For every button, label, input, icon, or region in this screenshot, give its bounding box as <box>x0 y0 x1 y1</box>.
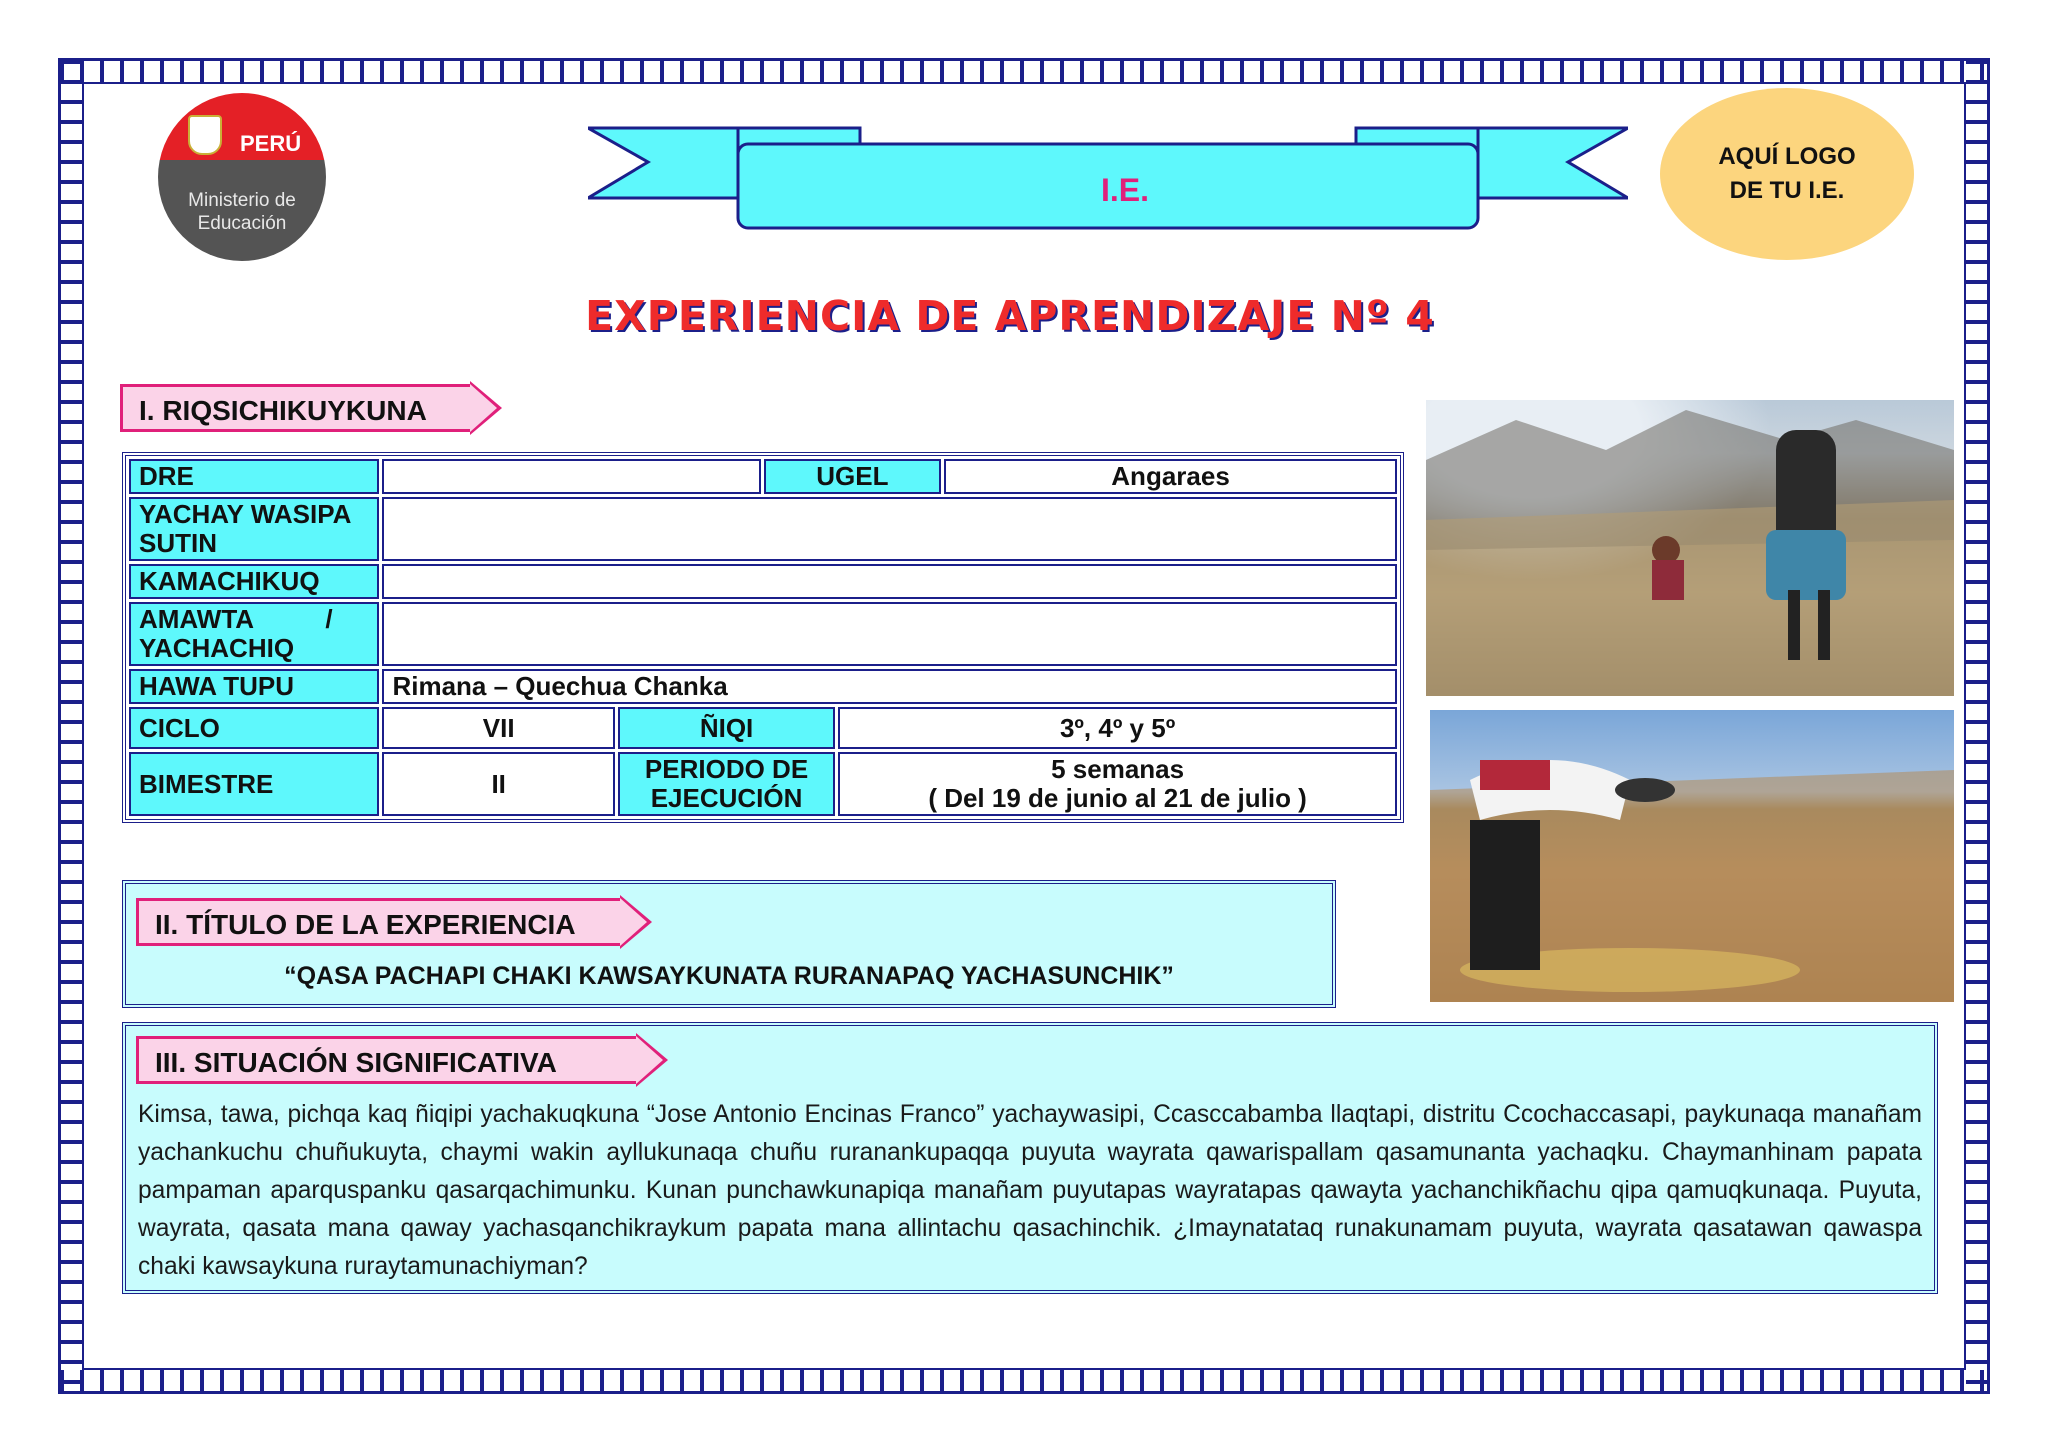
cycle-label: CICLO <box>129 707 379 749</box>
section-heading-arrow-fill <box>470 384 497 432</box>
coat-of-arms-icon <box>188 115 222 155</box>
dre-value <box>382 459 760 494</box>
section-heading-general <box>120 384 470 432</box>
photo-illustration-2 <box>1430 710 1954 1002</box>
director-label: KAMACHIKUQ <box>129 564 379 599</box>
general-data-table <box>122 452 1404 823</box>
border-pattern-right <box>1966 60 1988 1392</box>
experience-title: “QASA PACHAPI CHAKI KAWSAYKUNATA RURANAPAQ YACHASUNCHIK” <box>284 962 1174 990</box>
photo-chuno-field-women <box>1426 400 1954 696</box>
term-value: II <box>382 752 614 816</box>
photo-farmer-potatoes <box>1430 710 1954 1002</box>
logo-ministry: Ministerio de Educación <box>188 190 296 234</box>
page-title: EXPERIENCIA DE APRENDIZAJE Nº 4 <box>585 292 1435 340</box>
banner-ie-label: I.E. <box>1100 172 1149 208</box>
dre-label: DRE <box>129 459 379 494</box>
teacher-value <box>382 602 1397 666</box>
grade-value: 3º, 4º y 5º <box>838 707 1397 749</box>
ugel-label: UGEL <box>764 459 941 494</box>
border-pattern-bottom <box>60 1370 1988 1392</box>
photo-illustration-1 <box>1426 400 1954 696</box>
logo-country: PERÚ <box>240 131 302 156</box>
section-heading-situation-text: III. SITUACIÓN SIGNIFICATIVA <box>155 1047 557 1078</box>
period-value <box>838 752 1397 816</box>
section-heading-situation <box>136 1036 636 1084</box>
section-heading-title <box>136 898 620 946</box>
section-title-arrow-fill <box>620 898 647 946</box>
ministry-logo <box>158 93 326 261</box>
section-heading-title-text: II. TÍTULO DE LA EXPERIENCIA <box>155 909 576 940</box>
school-logo-placeholder <box>1660 88 1914 260</box>
cycle-value: VII <box>382 707 614 749</box>
border-pattern-top <box>60 60 1988 82</box>
director-value <box>382 564 1397 599</box>
area-label: HAWA TUPU <box>129 669 379 704</box>
school-logo-text: AQUÍ LOGO DE TU I.E. <box>1718 143 1856 204</box>
situation-text: Kimsa, tawa, pichqa kaq ñiqipi yachakuqkuna “Jose Antonio Encinas Franco” yachaywasipi, Ccasccabamba llaqtapi, distritu Ccochaccasapi, paykunaqa manañam yachankuchu chuñukuyta, chaymi wakin ayllukunaqa chuñu ruranankupaqqa puyuta wayrata qawarispallam qasamunanta yachaqku. Chaymanhinam papata pampaman aparquspanku qasarqachimunku. Kunan punchawkunapiqa manañam puyutapas wayratapas qawayta yachanchikñachu qipa qamuqkunaqa. Puyuta, wayrata, qasata mana qaway yachasqanchikraykum papata mana allintachu qasachinchik. ¿Imaynatataq runakunamam puyuta, wayrata qasatawan qawaspa chaki kawsaykuna ruraytamunachiyman? <box>138 1101 1922 1280</box>
grade-label: ÑIQI <box>618 707 835 749</box>
border-pattern-left <box>60 60 82 1392</box>
school-value <box>382 497 1397 561</box>
period-dates: ( Del 19 de junio al 21 de julio ) <box>928 783 1307 813</box>
section-heading-general-text: I. RIQSICHIKUYKUNA <box>139 395 427 426</box>
school-label: YACHAY WASIPA SUTIN <box>129 497 379 561</box>
period-label: PERIODO DE EJECUCIÓN <box>618 752 835 816</box>
ugel-value: Angaraes <box>944 459 1397 494</box>
section-situation-arrow-fill <box>636 1036 663 1084</box>
term-label: BIMESTRE <box>129 752 379 816</box>
teacher-label: AMAWTA / YACHACHIQ <box>129 602 379 666</box>
period-weeks: 5 semanas <box>1051 754 1185 784</box>
area-value: Rimana – Quechua Chanka <box>382 669 1397 704</box>
